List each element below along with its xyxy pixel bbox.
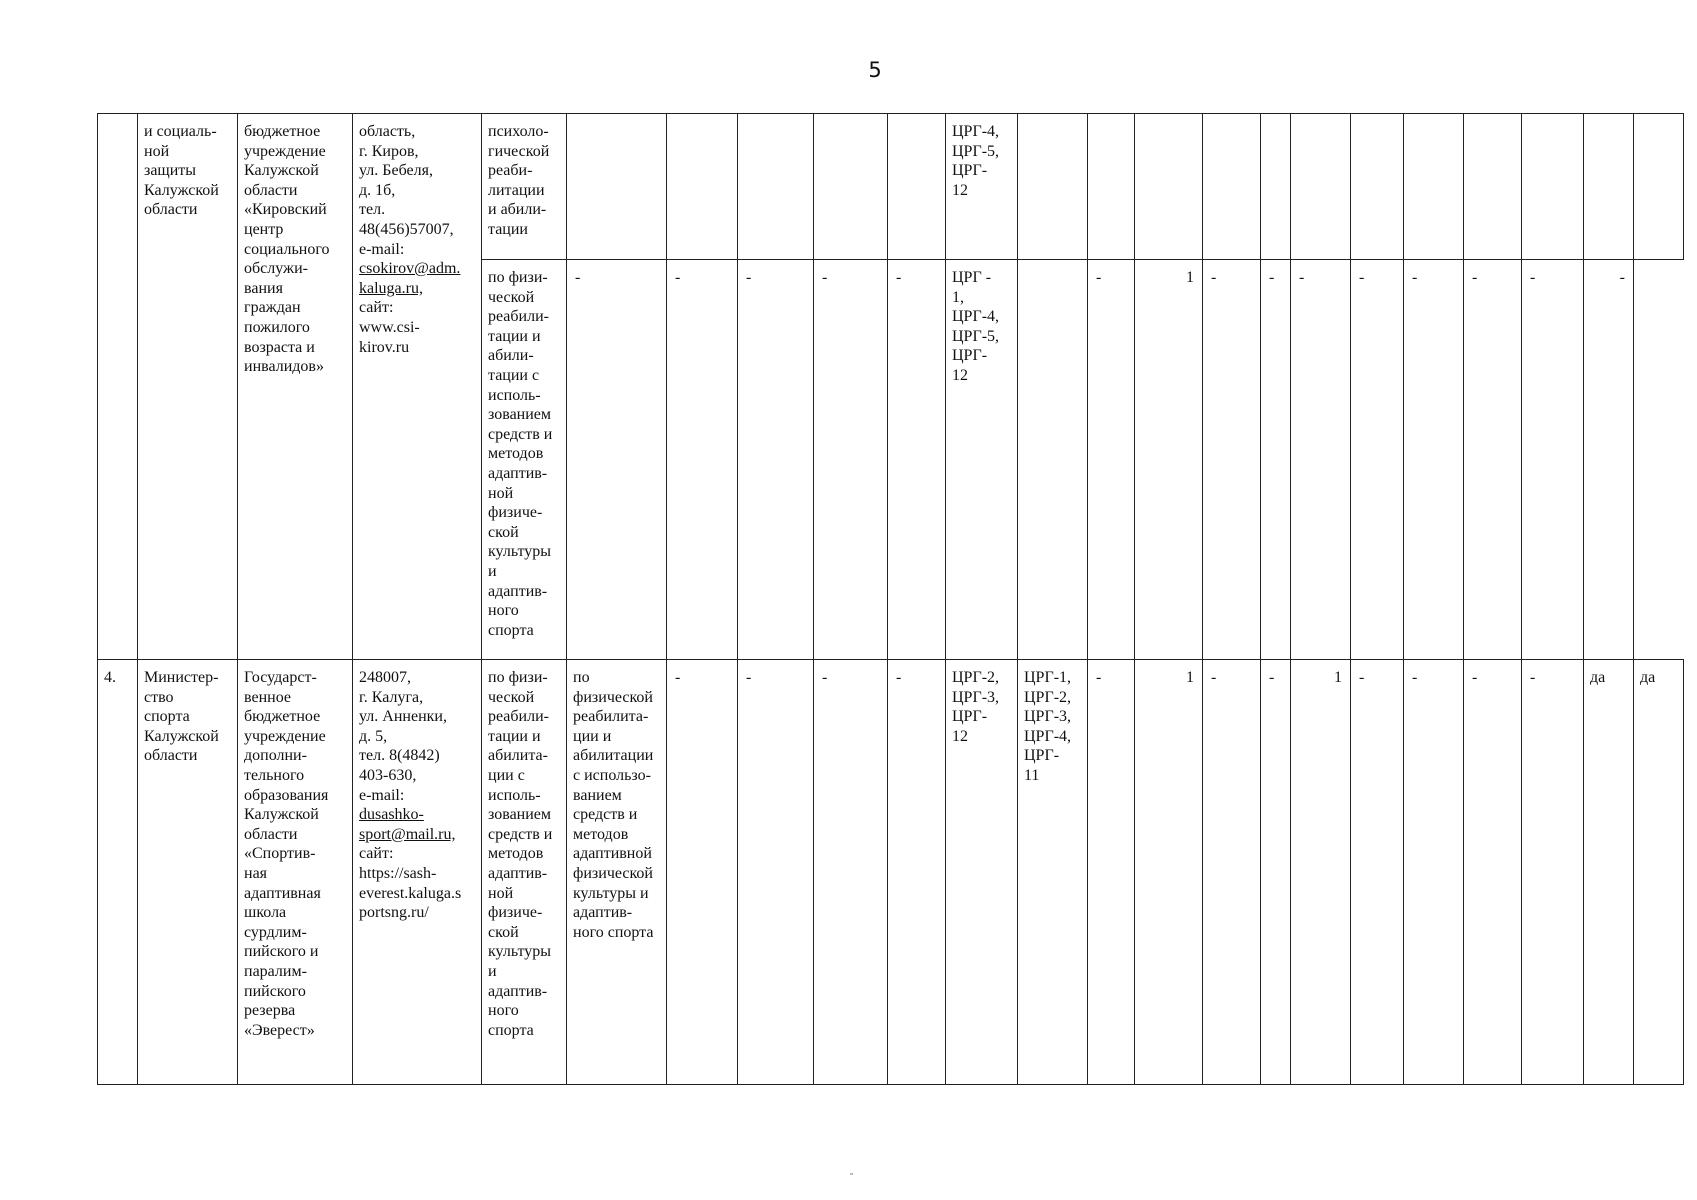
cell: -	[1464, 660, 1522, 1085]
cell-institution: Государст- венное бюджетное учреждение дополни- тельного образования Калужской области «Спортив- ная адаптивная школа сурдлим- пийского и паралим- пийского резерва «Эверест»	[238, 660, 353, 1085]
cell: -	[1464, 260, 1522, 660]
cell: 1	[1135, 660, 1203, 1085]
cell: -	[567, 260, 667, 660]
scan-dot	[850, 1173, 853, 1175]
cell: -	[1584, 260, 1634, 660]
cell	[1522, 114, 1584, 260]
cell	[1135, 114, 1203, 260]
site-link[interactable]: portsng.ru/	[359, 904, 429, 922]
cell: -	[1351, 660, 1404, 1085]
cell: -	[1291, 260, 1351, 660]
email-link[interactable]: csokirov@adm.	[359, 260, 461, 278]
site-link[interactable]: everest.kaluga.s	[359, 884, 462, 902]
cell	[814, 114, 888, 260]
cell	[888, 114, 946, 260]
cell	[1203, 114, 1261, 260]
cell-ministry: Министер- ство спорта Калужской области	[138, 660, 238, 1085]
email-link[interactable]: kaluga.ru,	[359, 279, 423, 297]
site-link[interactable]: kirov.ru	[359, 338, 410, 356]
page-number: 5	[868, 58, 882, 82]
cell: -	[1522, 660, 1584, 1085]
cell: -	[888, 660, 946, 1085]
cell: -	[1404, 260, 1464, 660]
cell	[1088, 114, 1135, 260]
table-row-4	[98, 660, 1684, 1085]
cell: 1	[1135, 260, 1203, 660]
cell-groups: ЦРГ-2, ЦРГ-3, ЦРГ- 12	[946, 660, 1018, 1085]
cell: -	[814, 260, 888, 660]
cell: -	[1203, 660, 1261, 1085]
registry-table	[97, 113, 1684, 1085]
cell	[1464, 114, 1522, 260]
cell	[1261, 114, 1291, 260]
cell-groups: ЦРГ - 1, ЦРГ-4, ЦРГ-5, ЦРГ- 12	[946, 260, 1018, 660]
cell: -	[667, 660, 738, 1085]
cell-groups: ЦРГ-4, ЦРГ-5, ЦРГ- 12	[946, 114, 1018, 260]
cell-service: психоло- гической реаби- литации и абили- тации	[482, 114, 567, 260]
cell	[1018, 260, 1088, 660]
cell: -	[738, 260, 814, 660]
email-link[interactable]: dusashko-	[359, 806, 424, 824]
cell	[567, 114, 667, 260]
cell: -	[1261, 660, 1291, 1085]
cell: -	[814, 660, 888, 1085]
cell	[1404, 114, 1464, 260]
cell	[1351, 114, 1404, 260]
cell: да	[1634, 660, 1684, 1085]
cell-number	[98, 114, 138, 660]
cell: -	[1404, 660, 1464, 1085]
cell: -	[667, 260, 738, 660]
cell	[1584, 114, 1634, 260]
cell-service: по физи- ческой реабили- тации и абили- тации с исполь- зованием средств и методов адаптив- ной физиче- ской культуры и адаптив- ного спорта	[482, 260, 567, 660]
cell-ministry: и социаль- ной защиты Калужской области	[138, 114, 238, 660]
cell: -	[1088, 660, 1135, 1085]
site-link[interactable]: www.csi-	[359, 318, 420, 336]
table-row-3a	[98, 114, 1684, 260]
cell: -	[1203, 260, 1261, 660]
cell-groups: ЦРГ-1, ЦРГ-2, ЦРГ-3, ЦРГ-4, ЦРГ- 11	[1018, 660, 1088, 1085]
cell-number: 4.	[98, 660, 138, 1085]
cell	[1291, 114, 1351, 260]
cell	[1018, 114, 1088, 260]
cell: -	[738, 660, 814, 1085]
cell-institution: бюджетное учреждение Калужской области «Кировский центр социального обслужи- вания граждан пожилого возраста и инвалидов»	[238, 114, 353, 660]
cell: да	[1584, 660, 1634, 1085]
cell-address: область, г. Киров, ул. Бебеля, д. 1б, тел. 48(456)57007, e-mail: csokirov@adm. kaluga.ru, сайт: www.csi- kirov.ru	[353, 114, 482, 660]
email-link[interactable]: sport@mail.ru,	[359, 825, 456, 843]
cell	[1634, 114, 1684, 260]
site-link[interactable]: https://sash-	[359, 864, 437, 882]
cell: -	[888, 260, 946, 660]
cell-address: 248007, г. Калуга, ул. Анненки, д. 5, тел. 8(4842) 403-630, e-mail: dusashko- sport@mail.ru, сайт: https://sash- everest.kaluga.s portsng.ru/	[353, 660, 482, 1085]
cell-service: по физи- ческой реабили- тации и абилита- ции с исполь- зованием средств и методов адаптив- ной физиче- ской культуры и адаптив- ного спорта	[482, 660, 567, 1085]
cell: -	[1261, 260, 1291, 660]
cell: -	[1088, 260, 1135, 660]
cell	[667, 114, 738, 260]
cell-service-detail: по физической реабилита- ции и абилитации с использо- ванием средств и методов адаптивной физической культуры и адаптив- ного спорта	[567, 660, 667, 1085]
cell: -	[1351, 260, 1404, 660]
cell: 1	[1291, 660, 1351, 1085]
cell: -	[1522, 260, 1584, 660]
cell	[738, 114, 814, 260]
